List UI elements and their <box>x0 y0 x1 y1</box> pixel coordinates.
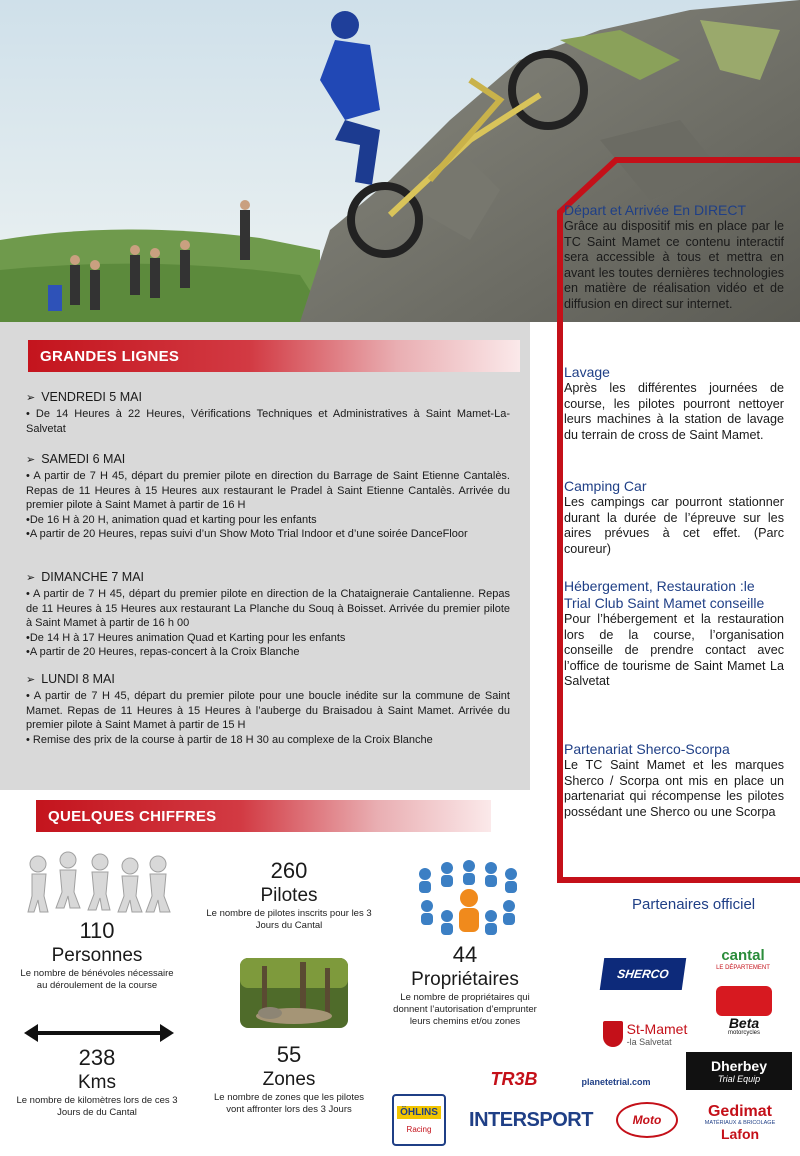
info-title: Lavage <box>564 364 610 380</box>
day-block-dimanche <box>26 570 510 660</box>
network-people-icon <box>413 860 523 940</box>
ohlins-logo: ÖHLINS Racing <box>392 1094 446 1146</box>
info-camping-car <box>564 478 784 557</box>
stat-number: 110 <box>79 918 115 943</box>
stat-desc: Le nombre de bénévoles nécessaire au déroulement de la course <box>20 968 174 991</box>
stat-label: Personnes <box>51 945 143 966</box>
gedimat-logo: Gedimat MATÉRIAUX & BRICOLAGE Lafon <box>704 1102 776 1142</box>
stat-desc: Le nombre de pilotes inscrits pour les 3 Jours du Cantal <box>206 908 372 931</box>
stat-label: Propriétaires <box>411 969 519 990</box>
info-title: Camping Car <box>564 478 647 494</box>
chevron-right-icon: ➢ <box>26 673 36 686</box>
stat-label: Pilotes <box>260 885 318 906</box>
day-line: •A partir de 20 Heures, repas-concert à la Croix Blanche <box>26 646 300 659</box>
day-line: •A partir de 20 Heures, repas suivi d’un Show Moto Trial Indoor et d’une soirée DanceFloor <box>26 528 468 541</box>
info-title: Départ et Arrivée En DIRECT <box>564 202 747 218</box>
stat-number: 55 <box>276 1042 302 1067</box>
stat-desc: Le nombre de propriétaires qui donnent l’autorisation d’emprunter leurs chemins et/ou zones <box>393 992 537 1027</box>
intersport-logo: INTERSPORT <box>469 1108 593 1131</box>
info-direct <box>564 202 784 313</box>
planetetrial-logo: planetetrial.com <box>581 1077 651 1087</box>
info-partenariat <box>564 741 784 820</box>
cantal-logo: cantal LE DÉPARTEMENT <box>716 947 770 971</box>
extreme-moto-logo: Moto <box>614 1100 680 1140</box>
partners-heading: Partenaires officiel <box>632 896 756 913</box>
info-title: Hébergement, Restauration :le Trial Club Saint Mamet conseille <box>564 578 765 611</box>
day-title: ➢ DIMANCHE 7 MAI <box>26 570 145 584</box>
dherbey-logo: Dherbey Trial Equip <box>686 1052 792 1090</box>
stat-pilotes <box>205 858 373 932</box>
stat-label: Kms <box>78 1072 116 1093</box>
stat-label: Zones <box>262 1069 316 1090</box>
info-text: Après les différentes journées de course, les pilotes pourront nettoyer leurs machines à la station de lavage du terrain de cross de Saint Mamet. <box>564 381 784 442</box>
chevron-right-icon: ➢ <box>26 453 36 466</box>
stat-kms <box>14 1045 180 1119</box>
info-title: Partenariat Sherco-Scorpa <box>564 741 730 757</box>
info-hebergement <box>564 578 784 690</box>
grandes-lignes-heading: GRANDES LIGNES <box>28 340 520 372</box>
chevron-right-icon: ➢ <box>26 571 36 584</box>
quelques-chiffres-heading: QUELQUES CHIFFRES <box>36 800 491 832</box>
stat-proprietaires <box>390 942 540 1028</box>
tr3b-logo: TR3B <box>490 1068 538 1089</box>
day-line: • A partir de 7 H 45, départ du premier pilote en direction du Barrage de Saint Etienne Cantalès. Repas de 11 Heures à 15 Heures aux restaurant le Pradel à Saint Etienne Cantalès. Arrivée du premier pilote à Saint Mamet à partir de 16 H <box>26 470 510 512</box>
day-block-lundi <box>26 672 510 747</box>
info-text: Pour l’hébergement et la restauration lors de la course, l’organisation conseille de prendre contact avec l’office de tourisme de Saint Mamet La Salvetat <box>564 612 784 689</box>
stat-desc: Le nombre de zones que les pilotes vont affronter lors des 3 Jours <box>214 1092 364 1115</box>
beta-logo: Beta motorcycles <box>712 984 776 1038</box>
forest-photo <box>240 958 348 1028</box>
day-title: ➢ LUNDI 8 MAI <box>26 672 115 686</box>
day-line: • Remise des prix de la course à partir de 18 H 30 au complexe de la Croix Blanche <box>26 733 433 746</box>
info-text: Le TC Saint Mamet et les marques Sherco / Scorpa ont mis en place un partenariat qui récompense les pilotes possédant une Sherco ou une Scorpa <box>564 758 784 819</box>
sherco-logo: SHERCO <box>600 958 686 990</box>
stat-desc: Le nombre de kilomètres lors de ces 3 Jours de du Cantal <box>16 1095 178 1118</box>
day-line: •De 14 H à 17 Heures animation Quad et Karting pour les enfants <box>26 631 346 644</box>
day-line: • A partir de 7 H 45, départ du premier pilote pour une boucle inédite sur la commune de Saint Mamet. Repas de 11 Heures à 15 Heures à l’auberge du Braisadou à Saint Mamet. Arrivée du premier pilote à Saint Mamet à partir de 15 H <box>26 690 510 732</box>
day-block-samedi <box>26 452 510 542</box>
stat-number: 260 <box>270 858 308 883</box>
day-title: ➢ VENDREDI 5 MAI <box>26 390 142 404</box>
stat-personnes <box>14 918 180 992</box>
shield-icon <box>603 1021 623 1047</box>
info-text: Grâce au dispositif mis en place par le TC Saint Mamet ce contenu interactif sera accessible à tous et mettra en avant les toutes dernières technologies en matière de réalisation vidéo et de diffusion en direct sur internet. <box>564 219 784 311</box>
stat-number: 44 <box>452 942 478 967</box>
stat-number: 238 <box>78 1045 116 1070</box>
stat-zones <box>205 1042 373 1116</box>
people-group-icon <box>24 850 172 920</box>
day-line: •De 16 H à 20 H, animation quad et karting pour les enfants <box>26 513 317 526</box>
st-mamet-logo: St-Mamet -la Salvetat <box>592 1014 698 1054</box>
chevron-right-icon: ➢ <box>26 391 36 404</box>
info-lavage <box>564 364 784 443</box>
info-text: Les campings car pourront stationner durant la durée de l’épreuve sur les aires prévues à cet effet. (Parc coureur) <box>564 495 784 556</box>
day-line: • De 14 Heures à 22 Heures, Vérifications Techniques et Administratives à Saint Mamet-La-Salvetat <box>26 408 510 435</box>
beta-emblem-icon <box>716 986 772 1016</box>
day-line: • A partir de 7 H 45, départ du premier pilote en direction de la Chataigneraie Cantalienne. Repas de 11 Heures à 15 Heures aux restaurant La Planche du Souq à Boisset. Arrivée du premier pilote à Saint Mamet à partir de 16 h 00 <box>26 588 510 630</box>
day-block-vendredi <box>26 390 510 436</box>
double-arrow-icon <box>22 1022 176 1044</box>
day-title: ➢ SAMEDI 6 MAI <box>26 452 126 466</box>
